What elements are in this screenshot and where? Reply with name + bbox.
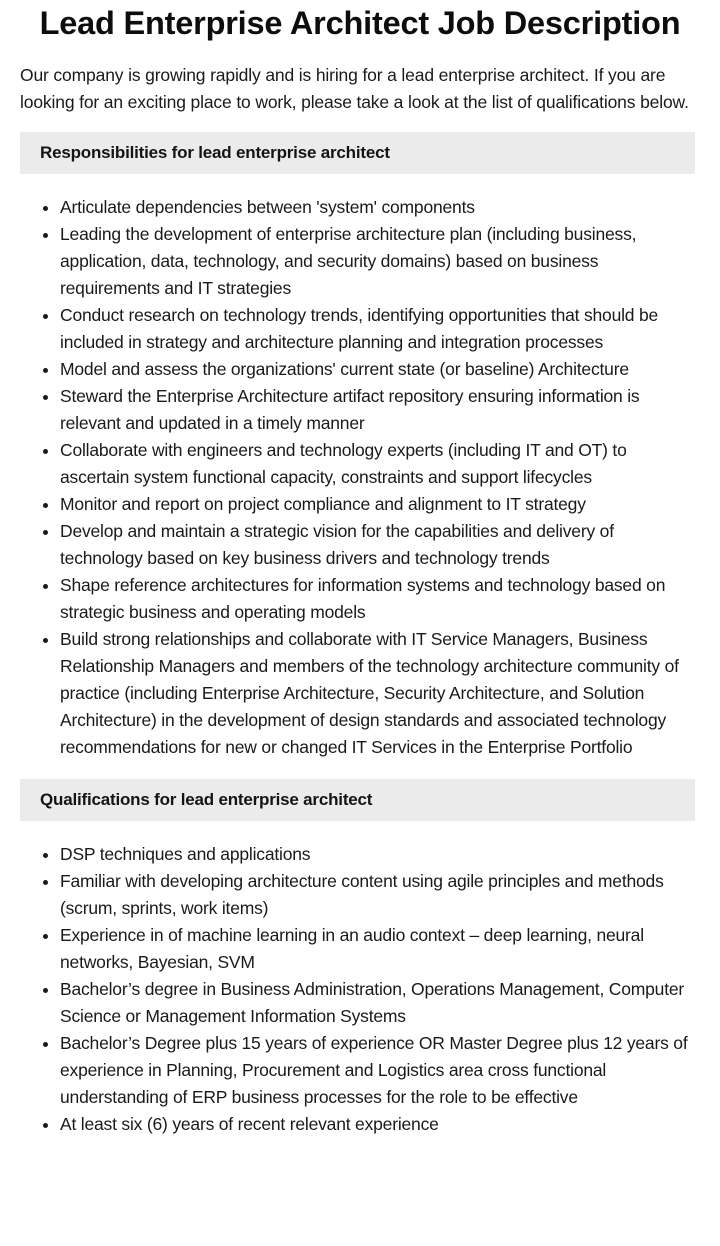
bullet-icon (43, 314, 48, 319)
bullet-icon (43, 503, 48, 508)
list-item (60, 491, 700, 518)
bullet-icon (43, 1042, 48, 1047)
list-item-text: Experience in of machine learning in an audio context – deep learning, neural networks, Bayesian, SVM (60, 925, 644, 972)
bullet-icon (43, 233, 48, 238)
list-item (60, 922, 700, 976)
list-item (60, 518, 700, 572)
list-item-text: At least six (6) years of recent relevant experience (60, 1114, 439, 1134)
list-item (60, 572, 700, 626)
list-item (60, 841, 700, 868)
list-item-text: Leading the development of enterprise architecture plan (including business, application, data, technology, and security domains) based on business requirements and IT strategies (60, 224, 637, 298)
responsibilities-list (20, 194, 700, 761)
bullet-icon (43, 988, 48, 993)
list-item-text: Model and assess the organizations' current state (or baseline) Architecture (60, 359, 629, 379)
bullet-icon (43, 530, 48, 535)
list-item-text: Shape reference architectures for information systems and technology based on strategic business and operating models (60, 575, 666, 622)
list-item (60, 976, 700, 1030)
list-item (60, 1030, 700, 1111)
bullet-icon (43, 638, 48, 643)
list-item-text: Monitor and report on project compliance and alignment to IT strategy (60, 494, 586, 514)
bullet-icon (43, 934, 48, 939)
page-title: Lead Enterprise Architect Job Description (39, 5, 681, 41)
bullet-icon (43, 449, 48, 454)
qualifications-list (20, 841, 700, 1138)
list-item (60, 1111, 700, 1138)
list-item-text: Build strong relationships and collaborate with IT Service Managers, Business Relationship Managers and members of the technology architecture community of practice (including Enterprise Architecture, Security Architecture, and Solution Architecture) in the development of design standards and associated technology recommendations for new or changed IT Services in the Enterprise Portfolio (60, 629, 679, 757)
bullet-icon (43, 853, 48, 858)
qualifications-heading: Qualifications for lead enterprise architect (40, 790, 373, 809)
list-item (60, 437, 700, 491)
list-item-text: Conduct research on technology trends, identifying opportunities that should be included in strategy and architecture planning and integration processes (60, 305, 659, 352)
bullet-icon (43, 395, 48, 400)
list-item-text: Familiar with developing architecture content using agile principles and methods (scrum, sprints, work items) (60, 871, 664, 918)
bullet-icon (43, 1123, 48, 1128)
bullet-icon (43, 880, 48, 885)
qualifications-section (20, 779, 700, 1138)
list-item (60, 356, 700, 383)
list-item-text: DSP techniques and applications (60, 844, 311, 864)
list-item (60, 221, 700, 302)
list-item-text: Develop and maintain a strategic vision for the capabilities and delivery of technology based on key business drivers and technology trends (60, 521, 614, 568)
list-item-text: Articulate dependencies between 'system' components (60, 197, 475, 217)
list-item (60, 626, 700, 761)
list-item (60, 383, 700, 437)
bullet-icon (43, 206, 48, 211)
list-item (60, 868, 700, 922)
responsibilities-heading: Responsibilities for lead enterprise architect (40, 143, 390, 162)
list-item (60, 194, 700, 221)
qualifications-header (20, 779, 695, 821)
bullet-icon (43, 368, 48, 373)
list-item-text: Steward the Enterprise Architecture artifact repository ensuring information is relevant and updated in a timely manner (60, 386, 640, 433)
list-item-text: Bachelor’s degree in Business Administration, Operations Management, Computer Science or Management Information Systems (60, 979, 685, 1026)
responsibilities-header (20, 132, 695, 174)
list-item-text: Collaborate with engineers and technology experts (including IT and OT) to ascertain system functional capacity, constraints and support lifecycles (60, 440, 627, 487)
intro-paragraph: Our company is growing rapidly and is hiring for a lead enterprise architect. If you are looking for an exciting place to work, please take a look at the list of qualifications below. (20, 65, 689, 112)
list-item (60, 302, 700, 356)
list-item-text: Bachelor’s Degree plus 15 years of experience OR Master Degree plus 12 years of experience in Planning, Procurement and Logistics area cross functional understanding of ERP business processes for the role to be effective (60, 1033, 688, 1107)
bullet-icon (43, 584, 48, 589)
responsibilities-section (20, 132, 700, 761)
